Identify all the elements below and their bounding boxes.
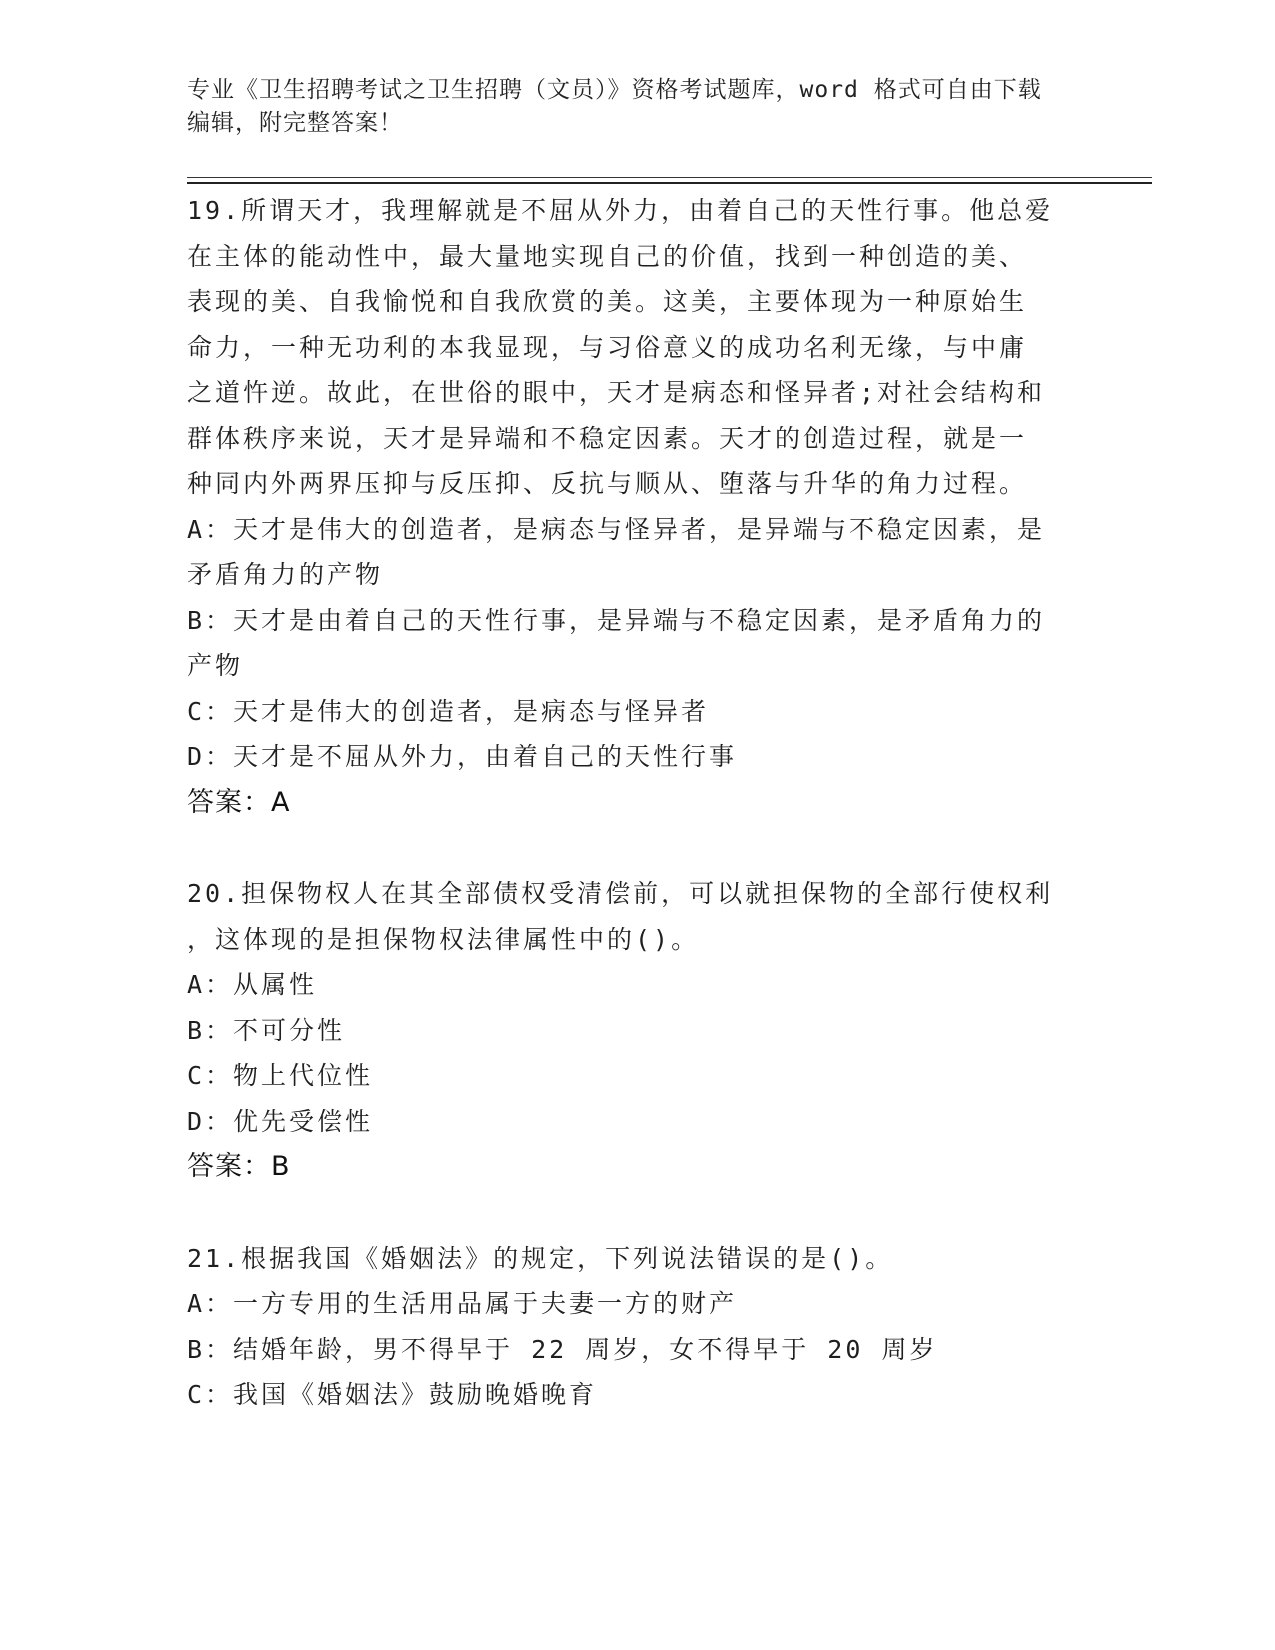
- option-c: C：物上代位性: [187, 1061, 374, 1090]
- answer-label: 答案：A: [187, 786, 291, 818]
- question-stem-line: 之道忤逆。故此，在世俗的眼中，天才是病态和怪异者;对社会结构和: [187, 378, 1046, 407]
- question-19: [187, 188, 1087, 825]
- question-stem-line: 种同内外两界压抑与反压抑、反抗与顺从、堕落与升华的角力过程。: [187, 469, 1028, 498]
- question-stem-line: ，这体现的是担保物权法律属性中的()。: [187, 924, 700, 954]
- option-a: A：天才是伟大的创造者，是病态与怪异者，是异端与不稳定因素，是: [187, 514, 1046, 544]
- question-stem-line: 表现的美、自我愉悦和自我欣赏的美。这美，主要体现为一种原始生: [187, 287, 1028, 316]
- question-stem-line: 20.担保物权人在其全部债权受清偿前，可以就担保物的全部行使权利: [187, 879, 1054, 908]
- question-20: [187, 871, 1087, 1190]
- question-stem-line: 命力，一种无功利的本我显现，与习俗意义的成功名利无缘，与中庸: [187, 332, 1028, 362]
- header-line-2: 编辑，附完整答案！: [187, 110, 403, 136]
- question-stem-line: 群体秩序来说，天才是异端和不稳定因素。天才的创造过程，就是一: [187, 423, 1028, 453]
- header-divider-thick: [187, 182, 1152, 184]
- question-spacer: [187, 1190, 1087, 1236]
- option-d: D：天才是不屈从外力，由着自己的天性行事: [187, 742, 738, 771]
- option-b: B：结婚年龄，男不得早于 22 周岁，女不得早于 20 周岁: [187, 1334, 938, 1364]
- header-divider-thin: [187, 177, 1152, 178]
- option-c: C：天才是伟大的创造者，是病态与怪异者: [187, 696, 710, 726]
- answer-label: 答案：B: [187, 1151, 291, 1182]
- option-b: B：天才是由着自己的天性行事，是异端与不稳定因素，是矛盾角力的: [187, 605, 1046, 635]
- question-stem-line: 21.根据我国《婚姻法》的规定，下列说法错误的是()。: [187, 1243, 894, 1273]
- header-line-1: 专业《卫生招聘考试之卫生招聘（文员）》资格考试题库，word 格式可自由下载: [187, 77, 1042, 103]
- option-a: A：一方专用的生活用品属于夫妻一方的财产: [187, 1289, 738, 1318]
- question-21: [187, 1236, 1087, 1418]
- option-a: A：从属性: [187, 970, 318, 999]
- option-b: B：不可分性: [187, 1015, 346, 1045]
- question-stem-line: 19.所谓天才，我理解就是不屈从外力，由着自己的天性行事。他总爱: [187, 196, 1054, 225]
- option-b-continued: 产物: [187, 651, 244, 680]
- question-list: [187, 188, 1087, 1418]
- option-a-continued: 矛盾角力的产物: [187, 560, 384, 589]
- document-header: [187, 74, 1067, 140]
- option-c: C：我国《婚姻法》鼓励晚婚晚育: [187, 1380, 598, 1409]
- option-d: D：优先受偿性: [187, 1106, 374, 1136]
- question-stem-line: 在主体的能动性中，最大量地实现自己的价值，找到一种创造的美、: [187, 241, 1028, 271]
- question-spacer: [187, 825, 1087, 871]
